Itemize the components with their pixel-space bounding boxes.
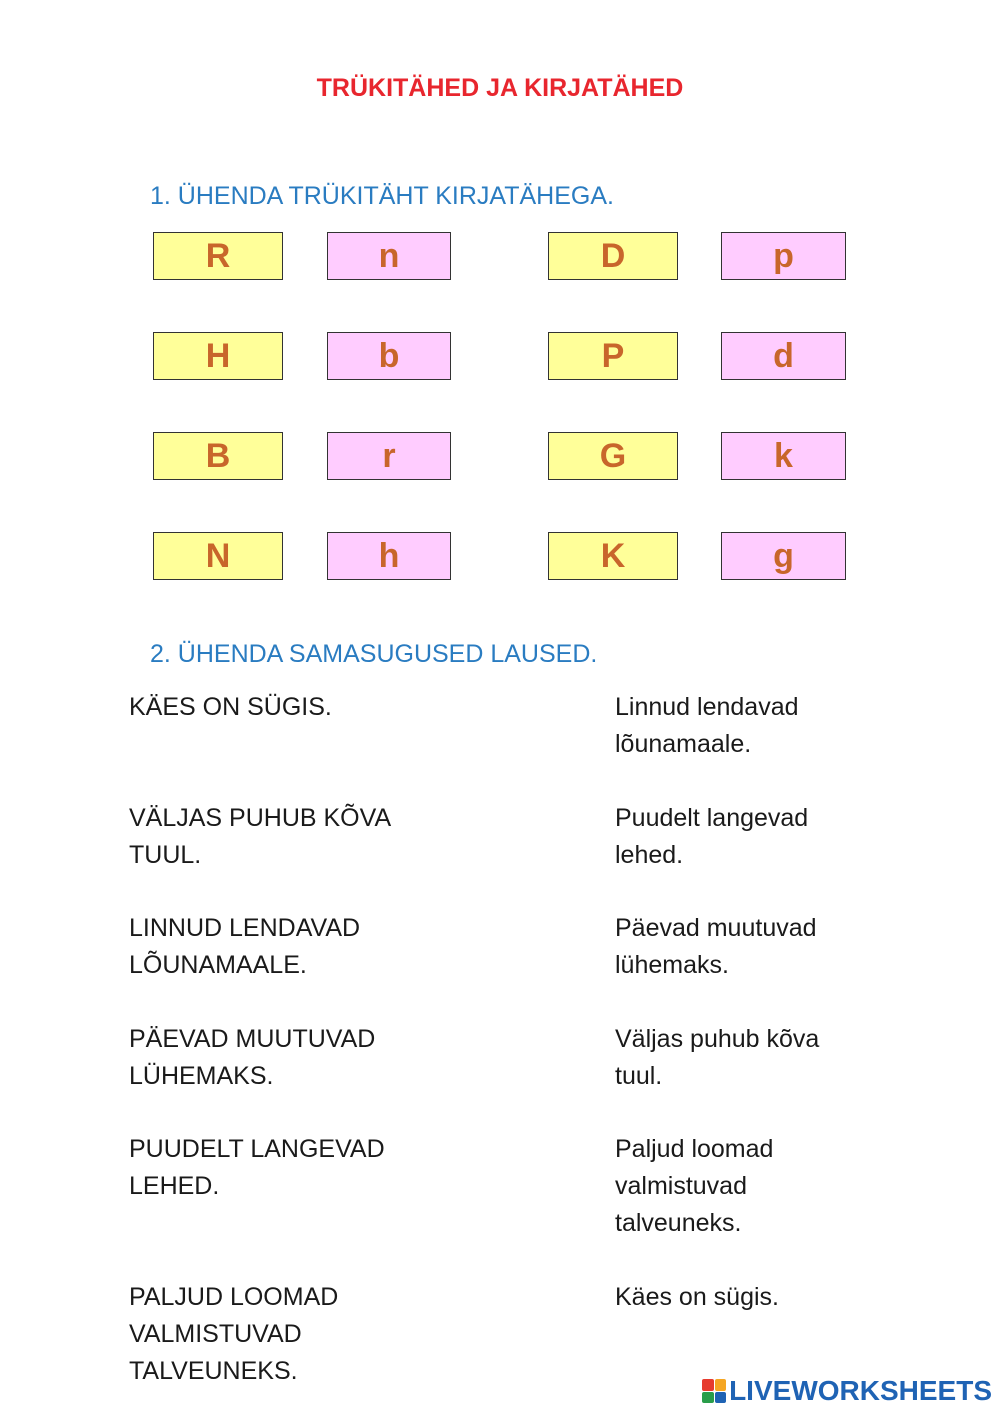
print-letter-box[interactable]: P bbox=[548, 332, 678, 380]
script-letter-box[interactable]: d bbox=[721, 332, 846, 380]
print-letter-box[interactable]: G bbox=[548, 432, 678, 480]
print-letter-box[interactable]: B bbox=[153, 432, 283, 480]
script-letter-box[interactable]: p bbox=[721, 232, 846, 280]
script-letter-box[interactable]: k bbox=[721, 432, 846, 480]
liveworksheets-logo-icon bbox=[702, 1379, 726, 1403]
print-letter-box[interactable]: H bbox=[153, 332, 283, 380]
exercise-2-heading: 2. ÜHENDA SAMASUGUSED LAUSED. bbox=[150, 640, 598, 668]
liveworksheets-logo bbox=[702, 1375, 992, 1407]
lowercase-sentence[interactable]: Väljas puhub kõva tuul. bbox=[615, 1025, 820, 1090]
uppercase-sentence[interactable]: LINNUD LENDAVAD LÕUNAMAALE. bbox=[129, 914, 361, 979]
script-letter-box[interactable]: n bbox=[327, 232, 451, 280]
liveworksheets-logo-text: LIVEWORKSHEETS bbox=[729, 1375, 992, 1406]
print-letter-box[interactable]: N bbox=[153, 532, 283, 580]
exercise-1-heading: 1. ÜHENDA TRÜKITÄHT KIRJATÄHEGA. bbox=[150, 182, 614, 210]
uppercase-sentence[interactable]: PUUDELT LANGEVAD LEHED. bbox=[129, 1135, 385, 1200]
script-letter-box[interactable]: g bbox=[721, 532, 846, 580]
uppercase-sentence[interactable]: PÄEVAD MUUTUVAD LÜHEMAKS. bbox=[129, 1025, 376, 1090]
print-letter-box[interactable]: K bbox=[548, 532, 678, 580]
lowercase-sentence[interactable]: Päevad muutuvad lühemaks. bbox=[615, 914, 817, 979]
print-letter-box[interactable]: D bbox=[548, 232, 678, 280]
print-letter-box[interactable]: R bbox=[153, 232, 283, 280]
uppercase-sentence[interactable]: VÄLJAS PUHUB KÕVA TUUL. bbox=[129, 804, 390, 869]
script-letter-box[interactable]: r bbox=[327, 432, 451, 480]
uppercase-sentence[interactable]: PALJUD LOOMAD VALMISTUVAD TALVEUNEKS. bbox=[129, 1283, 339, 1385]
script-letter-box[interactable]: b bbox=[327, 332, 451, 380]
lowercase-sentence[interactable]: Puudelt langevad lehed. bbox=[615, 804, 809, 869]
script-letter-box[interactable]: h bbox=[327, 532, 451, 580]
lowercase-sentence[interactable]: Paljud loomad valmistuvad talveuneks. bbox=[615, 1135, 774, 1237]
lowercase-sentence[interactable]: Käes on sügis. bbox=[615, 1283, 779, 1311]
lowercase-sentence[interactable]: Linnud lendavad lõunamaale. bbox=[615, 693, 799, 758]
page-title: TRÜKITÄHED JA KIRJATÄHED bbox=[316, 74, 684, 102]
uppercase-sentence[interactable]: KÄES ON SÜGIS. bbox=[129, 693, 332, 721]
